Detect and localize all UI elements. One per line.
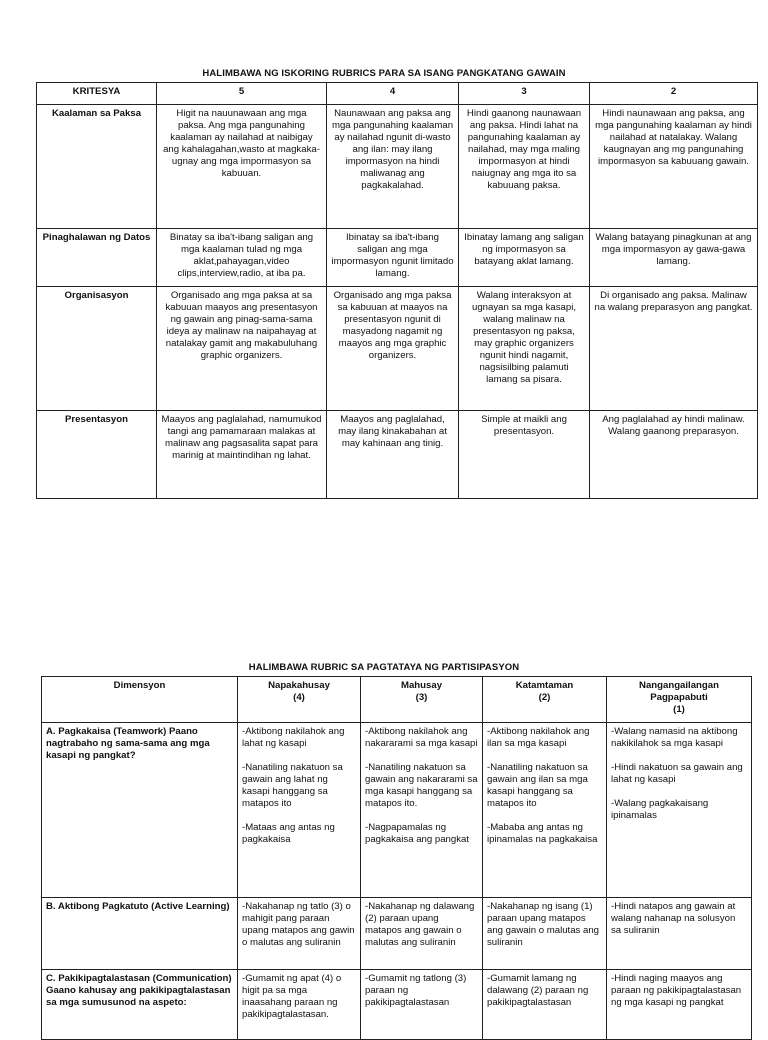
rubric-line: -Aktibong nakilahok ang nakararami sa mga kasapi [365,726,478,749]
table-row [37,287,758,411]
rubric-line: -Nanatiling nakatuon sa gawain ang nakararami sa mga kasapi hanggang sa matapos ito. [365,762,478,809]
group-activity-rubric-table [36,82,758,499]
rubric-cell: Organisado ang mga paksa sa kabuuan at maayos na presentasyon ngunit di masyadong nagamit ng maayos ang mga graphic organizers. [327,287,459,411]
rubric-line: -Walang namasid na aktibong nakikilahok sa mga kasapi [611,726,738,749]
rubric-cell [483,898,607,970]
rubric-cell [238,970,361,1040]
rubric-cell [607,898,752,970]
rubric-cell: Hindi gaanong naunawaan ang paksa. Hindi lahat na pangunahing kaalaman ay nailahad, may mga maling impormasyon at hindi naiugnay ang mga ito sa kabuuang paksa. [459,105,590,229]
rubric-cell: Maayos ang paglalahad, may ilang kinakabahan at may kahinaan ang tinig. [327,411,459,499]
criterion-cell: Presentasyon [37,411,157,499]
rubric-line: -Nakahanap ng dalawang (2) paraan upang matapos ang gawain o malutas ang suliranin [365,901,475,948]
rubric-cell [361,898,483,970]
rubric-line: -Aktibong nakilahok ang lahat ng kasapi [242,726,345,749]
table-row [37,229,758,287]
rubric-line: -Nanatiling nakatuon sa gawain ang ilan sa mga kasapi hanggang sa matapos ito [487,762,588,809]
table-row [37,105,758,229]
rubric-cell: Ibinatay lamang ang saligan ng impormasyon sa batayang aklat lamang. [459,229,590,287]
header-mahusay: Mahusay (3) [361,677,483,723]
table-row [42,898,752,970]
rubric-cell: Organisado ang mga paksa at sa kabuuan maayos ang presentasyon ng gawain ang pinag-sama-sama ideya ay malinaw na naipahayag at natalakay gamit ang makabuluhang graphic organizers. [157,287,327,411]
rubric-line: -Hindi naging maayos ang paraan ng pakikipagtalastasan ng mga kasapi ng pangkat [611,973,742,1008]
header-kritesya: KRITESYA [37,83,157,105]
table-row [42,723,752,898]
rubric-line: -Aktibong nakilahok ang ilan sa mga kasapi [487,726,590,749]
rubric-cell: Naunawaan ang paksa ang mga pangunahing kaalaman ay nailahad ngunit di-wasto ang ilan: may ilang impormasyon na hindi maliwanag ang pagkakalahad. [327,105,459,229]
rubric-cell: Binatay sa iba't-ibang saligan ang mga kaalaman tulad ng mga aklat,pahayagan,video clips,interview,radio, at iba pa. [157,229,327,287]
rubric-cell [607,970,752,1040]
rubric-cell: Higit na nauunawaan ang mga paksa. Ang mga pangunahing kaalaman ay nailahad at naibigay ang kahalagahan,wasto at magkaka-ugnay ang mga impormasyon sa kabuuan. [157,105,327,229]
rubric-cell: Ibinatay sa iba't-ibang saligan ang mga impormasyon ngunit limitado lamang. [327,229,459,287]
header-score-3: 3 [459,83,590,105]
rubric-cell [238,898,361,970]
header-score-5: 5 [157,83,327,105]
dimension-cell: A. Pagkakaisa (Teamwork) Paano nagtrabaho ng sama-sama ang mga kasapi ng pangkat? [42,723,238,898]
header-score-4: 4 [327,83,459,105]
participation-rubric-table [41,676,752,1040]
rubric-line: -Gumamit ng apat (4) o higit pa sa mga inaasahang paraan ng pakikipagtalastasan. [242,973,342,1020]
criterion-cell: Pinaghalawan ng Datos [37,229,157,287]
rubric-cell: Hindi naunawaan ang paksa, ang mga pangunahing kaalaman ay hindi nailahad at natalakay. Walang kaugnayan ang mg pangunahing impormasyon sa kabuuang gawain. [590,105,758,229]
rubric-line: -Hindi natapos ang gawain at walang nahanap na solusyon sa suliranin [611,901,736,936]
rubric-cell: Ang paglalahad ay hindi malinaw. Walang gaanong preparasyon. [590,411,758,499]
rubric-cell: Di organisado ang paksa. Malinaw na walang preparasyon ang pangkat. [590,287,758,411]
header-katamtaman: Katamtaman (2) [483,677,607,723]
header-dimensyon: Dimensyon [42,677,238,723]
rubric-cell [483,723,607,898]
rubric-line: -Nagpapamalas ng pagkakaisa ang pangkat [365,822,470,845]
criterion-cell: Kaalaman sa Paksa [37,105,157,229]
table-header-row [37,83,758,105]
dimension-cell: C. Pakikipagtalastasan (Communication) Gaano kahusay ang pakikipagtalastasan sa mga sumusunod na aspeto: [42,970,238,1040]
table-header-row [42,677,752,723]
header-nangangailangan: Nangangailangan Pagpapabuti (1) [607,677,752,723]
rubric-cell: Walang batayang pinagkunan at ang mga impormasyon ay gawa-gawa lamang. [590,229,758,287]
dimension-cell: B. Aktibong Pagkatuto (Active Learning) [42,898,238,970]
rubric-line: -Nakahanap ng tatlo (3) o mahigit pang paraan upang matapos ang gawin o malutas ang suliranin [242,901,355,948]
rubric-2-title: HALIMBAWA RUBRIC SA PAGTATAYA NG PARTISIPASYON [248,662,520,673]
rubric-line: -Gumamit lamang ng dalawang (2) paraan ng pakikipagtalastasan [487,973,589,1008]
rubric-line: -Nanatiling nakatuon sa gawain ang lahat ng kasapi hanggang sa matapos ito [242,762,343,809]
rubric-line: -Walang pagkakaisang ipinamalas [611,798,709,821]
header-score-2: 2 [590,83,758,105]
rubric-cell [607,723,752,898]
rubric-cell [361,723,483,898]
rubric-line: -Gumamit ng tatlong (3) paraan ng pakikipagtalastasan [365,973,467,1008]
rubric-cell [483,970,607,1040]
rubric-line: -Mababa ang antas ng ipinamalas na pagkakaisa [487,822,598,845]
rubric-cell [361,970,483,1040]
rubric-cell: Maayos ang paglalahad, namumukod tangi ang pamamaraan malakas at malinaw ang pagsasalita sapat para marinig at maintindihan ng lahat. [157,411,327,499]
rubric-1-title: HALIMBAWA NG ISKORING RUBRICS PARA SA ISANG PANGKATANG GAWAIN [202,68,566,79]
rubric-line: -Hindi nakatuon sa gawain ang lahat ng kasapi [611,762,743,785]
rubric-line: -Nakahanap ng isang (1) paraan upang matapos ang gawain o malutas ang suliranin [487,901,600,948]
table-row [37,411,758,499]
header-napakahusay: Napakahusay (4) [238,677,361,723]
rubric-line: -Mataas ang antas ng pagkakaisa [242,822,335,845]
table-row [42,970,752,1040]
rubric-cell: Walang interaksyon at ugnayan sa mga kasapi, walang malinaw na presentasyon ng paksa, may graphic organizers ngunit hindi nagamit, nagsisilbing palamuti lamang sa pisara. [459,287,590,411]
rubric-cell [238,723,361,898]
rubric-cell: Simple at maikli ang presentasyon. [459,411,590,499]
criterion-cell: Organisasyon [37,287,157,411]
